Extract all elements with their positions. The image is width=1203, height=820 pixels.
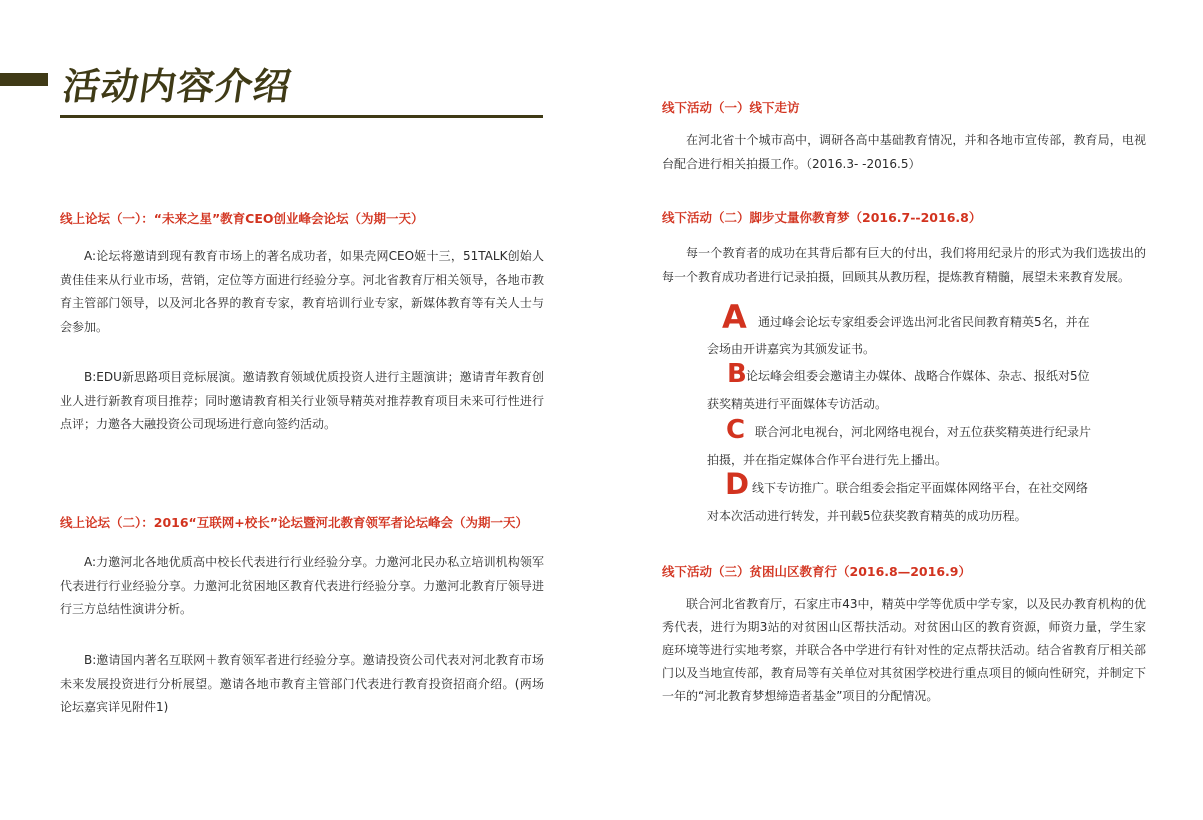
page-title: 活动内容介绍 <box>60 65 295 108</box>
item-b-line1: 论坛峰会组委会邀请主办媒体、战略合作媒体、杂志、报纸对5位 <box>746 369 1090 383</box>
item-c <box>707 417 1127 473</box>
item-a <box>707 298 1127 361</box>
item-c-line2: 拍摄，并在指定媒体合作平台进行先上播出。 <box>707 453 948 467</box>
item-d <box>707 467 1127 527</box>
title-underline <box>60 115 543 118</box>
offline-activity-3-para: 联合河北省教育厅，石家庄市43中，精英中学等优质中学专家，以及民办教育机构的优秀代表，进行为期3站的对贫困山区帮扶活动。对贫困山区的教育资源，师资力量，学生家庭环境等进行实地考察，并联合各中学进行有针对性的定点帮扶活动。结合省教育厅相关部门以及当地宣传部，教育局等有关单位对其贫困学校进行重点项目的倾向性研究，并制定下一年的“河北教育梦想缔造者基金”项目的分配情况。 <box>662 597 1146 703</box>
item-letter-b: B <box>727 359 747 389</box>
title-accent-bar <box>0 73 48 86</box>
online-forum-2-para-b: B:邀请国内著名互联网＋教育领军者进行经验分享。邀请投资公司代表对河北教育市场未来发展投资进行分析展望。邀请各地市教育主管部门代表进行教育投资招商介绍。(两场论坛嘉宾详见附件1) <box>60 653 544 714</box>
item-letter-a: A <box>722 298 747 336</box>
item-letter-d: D <box>725 467 750 501</box>
online-forum-1-para-b: B:EDU新思路项目竞标展演。邀请教育领域优质投资人进行主题演讲；邀请青年教育创业人进行新教育项目推荐；同时邀请教育相关行业领导精英对推荐教育项目未来可行性进行点评；力邀各大融投资公司现场进行意向签约活动。 <box>60 370 544 431</box>
item-d-line2: 对本次活动进行转发，并刊载5位获奖教育精英的成功历程。 <box>707 509 1027 523</box>
online-forum-1-para-a: A:论坛将邀请到现有教育市场上的著名成功者，如果壳网CEO姬十三，51TALK创始人黄佳佳来从行业市场，营销，定位等方面进行经验分享。河北省教育厅相关领导，各地市教育主管部门领导，以及河北各界的教育专家，教育培训行业专家，新媒体教育等有关人士与会参加。 <box>60 249 544 334</box>
item-c-line1: 联合河北电视台，河北网络电视台，对五位获奖精英进行纪录片 <box>755 425 1092 439</box>
item-a-line2: 会场由开讲嘉宾为其颁发证书。 <box>707 342 876 356</box>
offline-activity-1-para: 在河北省十个城市高中，调研各高中基础教育情况，并和各地市宣传部，教育局，电视台配合进行相关拍摄工作。（2016.3- -2016.5） <box>662 133 1146 171</box>
offline-activity-2-para: 每一个教育者的成功在其背后都有巨大的付出，我们将用纪录片的形式为我们选拔出的每一个教育成功者进行记录拍摄，回顾其从教历程，提炼教育精髓，展望未来教育发展。 <box>662 246 1146 284</box>
item-letter-c: C <box>726 415 746 445</box>
item-b-line2: 获奖精英进行平面媒体专访活动。 <box>707 397 888 411</box>
online-forum-1-heading: 线上论坛（一）：“未来之星”教育CEO创业峰会论坛（为期一天） <box>60 211 424 226</box>
offline-activity-2-heading: 线下活动（二）脚步丈量你教育梦（2016.7--2016.8） <box>662 210 982 225</box>
online-forum-2-heading: 线上论坛（二）：2016“互联网+校长”论坛暨河北教育领军者论坛峰会（为期一天） <box>60 515 528 530</box>
offline-activity-3-heading: 线下活动（三）贫困山区教育行（2016.8—2016.9） <box>662 564 971 579</box>
item-a-line1: 通过峰会论坛专家组委会评选出河北省民间教育精英5名，并在 <box>758 315 1090 329</box>
item-d-line1: 线下专访推广。联合组委会指定平面媒体网络平台，在社交网络 <box>752 481 1089 495</box>
offline-activity-1-heading: 线下活动（一）线下走访 <box>662 100 800 115</box>
online-forum-2-para-a: A:力邀河北各地优质高中校长代表进行行业经验分享。力邀河北民办私立培训机构领军代表进行行业经验分享。力邀河北贫困地区教育代表进行经验分享。力邀河北教育厅领导进行三方总结性演讲分析。 <box>60 555 544 616</box>
item-b <box>707 361 1127 417</box>
